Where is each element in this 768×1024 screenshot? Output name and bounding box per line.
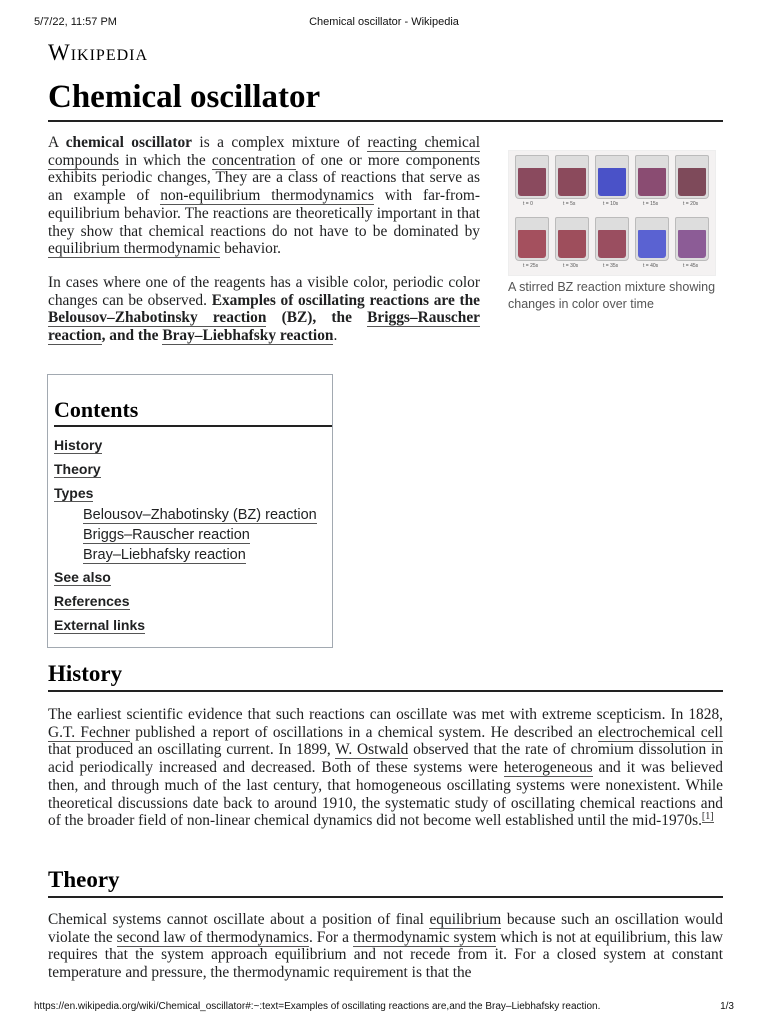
history-paragraph: The earliest scientific evidence that such reactions can oscillate was met with extreme scepticism. In 1828, G.T. Fechner published a report of oscillations in a chemical system. He described an electrochemical cell that produced an oscillating current. In 1899, W. Ostwald observed that the rate of chromium dissolution in acid periodically increased and decreased. Both of these systems were heterogeneous and it was believed then, and through much of the last century, that homogeneous oscillating systems were nonexistent. While theoretical discussions date back to around 1910, the systematic study of oscillating chemical reactions and of the broader field of non-linear chemical dynamics did not become well established until the mid-1970s.[1] — [48, 706, 723, 830]
beaker-frame — [555, 217, 589, 261]
toc-link-external-links[interactable]: External links — [54, 617, 146, 633]
link-concentration[interactable]: concentration — [211, 151, 296, 169]
frame-time-label: t = 0 — [523, 201, 533, 207]
beaker-frame — [595, 155, 629, 199]
link-belousov-zhabotinsky[interactable]: Belousov–Zhabotinsky reaction — [48, 309, 267, 327]
toc-link-bz[interactable]: Belousov–Zhabotinsky (BZ) reaction — [83, 507, 317, 523]
toc-link-history[interactable]: History — [54, 437, 103, 453]
frame-time-label: t = 30s — [563, 263, 579, 269]
thumbnail-figure — [508, 150, 718, 313]
intro-paragraph-2: In cases where one of the reagents has a visible color, periodic color changes can be observed. Examples of oscillating reactions are the Belousov–Zhabotinsky reaction (BZ), the Briggs–Rauscher reaction, and the Bray–Liebhafsky reaction. — [48, 273, 481, 345]
toc-item-external-links — [54, 613, 322, 637]
frame-time-label: t = 20s — [683, 201, 699, 207]
frame-time-label: t = 40s — [643, 263, 659, 269]
frame-time-label: t = 15s — [643, 201, 659, 207]
link-reacting-chemical-compounds[interactable]: reacting chemical compounds — [48, 134, 480, 169]
link-bray-liebhafsky[interactable]: Bray–Liebhafsky reaction — [162, 327, 334, 345]
link-thermodynamic-system[interactable]: thermodynamic system — [352, 928, 497, 946]
beaker-frame — [515, 217, 549, 261]
toc-link-theory[interactable]: Theory — [54, 461, 101, 477]
toc-link-see-also[interactable]: See also — [54, 569, 111, 585]
frame-time-label: t = 35s — [603, 263, 619, 269]
toc-link-bray[interactable]: Bray–Liebhafsky reaction — [83, 547, 246, 563]
toc-link-briggs[interactable]: Briggs–Rauscher reaction — [83, 527, 250, 543]
toc-item-types — [54, 481, 322, 565]
article-intro — [48, 134, 480, 361]
toc-subitem-bray — [54, 545, 322, 565]
beaker-frame — [555, 155, 589, 199]
frame-time-label: t = 10s — [603, 201, 619, 207]
thumbnail-caption: A stirred BZ reaction mixture showing changes in color over time — [508, 280, 716, 311]
link-electrochemical-cell[interactable]: electrochemical cell — [598, 723, 723, 741]
toc-subitem-briggs — [54, 525, 322, 545]
footer-url: https://en.wikipedia.org/wiki/Chemical_oscillator#:~:text=Examples of oscillating reactions are,and the Bray–Liebhafsky reaction. — [34, 1001, 601, 1012]
toc-item-theory — [54, 457, 322, 481]
link-briggs-rauscher[interactable]: Briggs–Rauscher reaction — [48, 309, 480, 345]
link-heterogeneous[interactable]: heterogeneous — [503, 759, 593, 777]
beaker-frame — [675, 155, 709, 199]
toc-link-types[interactable]: Types — [54, 485, 94, 501]
link-equilibrium[interactable]: equilibrium — [429, 911, 502, 928]
toc-link-references[interactable]: References — [54, 593, 130, 609]
link-second-law[interactable]: second law of thermodynamics — [116, 928, 309, 946]
beaker-frame — [635, 155, 669, 199]
link-ostwald[interactable]: W. Ostwald — [335, 741, 409, 759]
toc-title: Contents — [54, 397, 332, 427]
page-title: Chemical oscillator — [48, 78, 723, 122]
frame-time-label: t = 5s — [563, 201, 576, 207]
history-heading: History — [48, 660, 723, 692]
link-equilibrium-thermodynamic[interactable]: equilibrium thermodynamic — [48, 240, 221, 258]
theory-paragraph: Chemical systems cannot oscillate about a position of final equilibrium because such an oscillation would violate the second law of thermodynamics. For a thermodynamic system which is not at equilibrium, this law requires that the system approach equilibrium and not recede from it. For a closed system at constant temperature and pressure, the thermodynamic requirement is that the — [48, 911, 723, 982]
frame-time-label: t = 45s — [683, 263, 699, 269]
toc-subitem-bz — [54, 505, 322, 525]
print-title: Chemical oscillator - Wikipedia — [309, 16, 459, 28]
table-of-contents — [47, 374, 333, 648]
beaker-frame — [595, 217, 629, 261]
link-fechner[interactable]: G.T. Fechner — [48, 723, 130, 741]
toc-item-history — [54, 433, 322, 457]
beaker-frame — [515, 155, 549, 199]
bz-reaction-image[interactable] — [508, 150, 716, 276]
link-non-equilibrium-thermodynamics[interactable]: non-equilibrium thermodynamics — [160, 187, 374, 205]
beaker-frame — [675, 217, 709, 261]
beaker-frame — [635, 217, 669, 261]
wikipedia-wordmark[interactable]: Wikipedia — [48, 40, 149, 65]
print-footer — [34, 1001, 734, 1012]
frame-time-label: t = 25s — [523, 263, 539, 269]
theory-heading: Theory — [48, 866, 723, 898]
reference-1-link[interactable]: [1] — [701, 811, 714, 823]
print-date: 5/7/22, 11:57 PM — [34, 16, 117, 28]
toc-item-see-also — [54, 565, 322, 589]
toc-item-references — [54, 589, 322, 613]
page-number: 1/3 — [720, 1001, 734, 1012]
intro-paragraph-1: A chemical oscillator is a complex mixture of reacting chemical compounds in which the concentration of one or more components exhibits periodic changes, They are a class of reactions that serve as an example of non-equilibrium thermodynamics with far-from-equilibrium behavior. The reactions are theoretically important in that they show that chemical reactions do not have to be dominated by equilibrium thermodynamic behavior. — [48, 134, 480, 258]
